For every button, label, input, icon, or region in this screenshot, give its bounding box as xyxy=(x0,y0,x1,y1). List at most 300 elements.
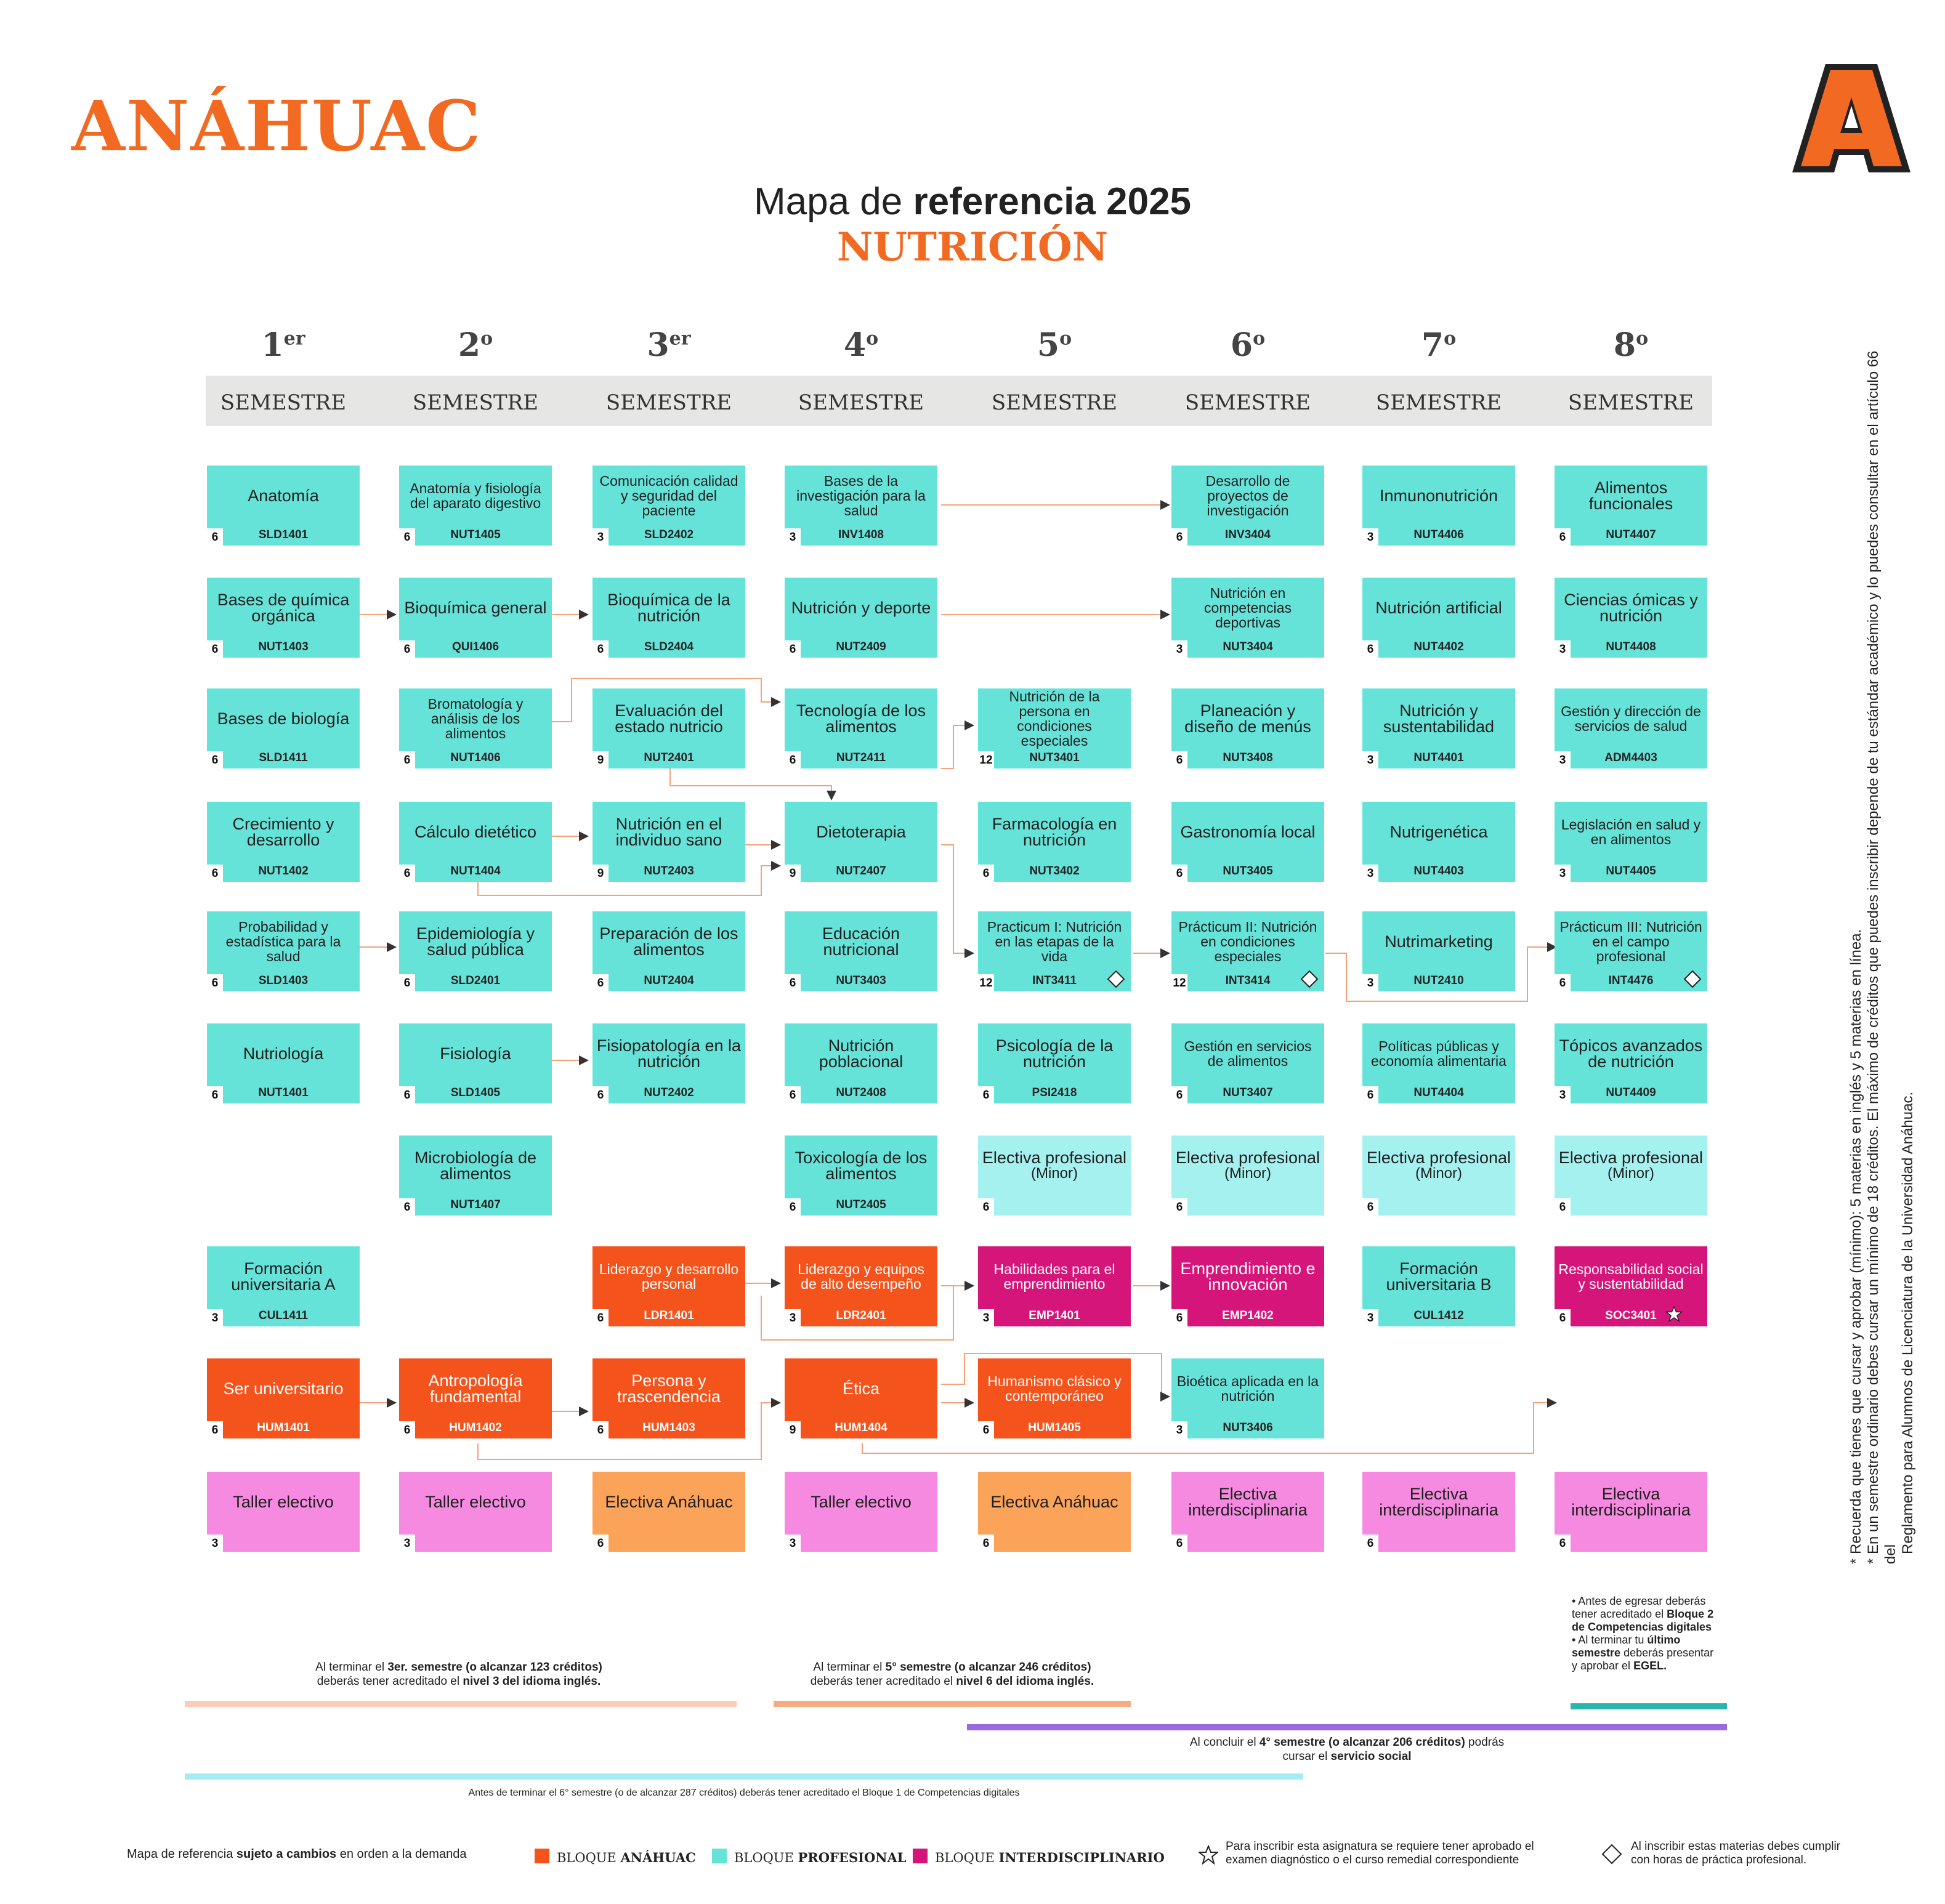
course-code: HUM1403 xyxy=(642,1421,695,1434)
course-credits: 3 xyxy=(207,1535,223,1552)
course-card[interactable] xyxy=(1555,1136,1707,1216)
course-card[interactable] xyxy=(785,1358,937,1438)
course-card[interactable] xyxy=(399,1358,552,1438)
course-card[interactable] xyxy=(1362,1136,1515,1216)
course-card[interactable] xyxy=(1171,466,1324,546)
course-credits: 6 xyxy=(978,1535,994,1552)
course-name: Anatomía xyxy=(248,486,319,505)
digital-competencies-note: Antes de terminar el 6° semestre (o de alcanzar 287 créditos) deberás tener acreditado el Bloque 1 de Competencias digitales xyxy=(468,1788,1020,1798)
course-card[interactable] xyxy=(1171,1023,1324,1103)
course-credits: 3 xyxy=(592,528,609,546)
course-credits: 3 xyxy=(785,1535,801,1552)
course-code: CUL1412 xyxy=(1413,1309,1464,1322)
course-code: PSI2418 xyxy=(1032,1086,1077,1099)
course-credits: 6 xyxy=(1555,528,1571,546)
course-name: Bases de la investigación para la salud xyxy=(796,473,926,518)
course-name: Crecimiento y desarrollo xyxy=(232,815,334,849)
course-credits: 3 xyxy=(785,528,801,546)
course-credits: 6 xyxy=(978,1086,994,1103)
course-credits: 6 xyxy=(399,751,415,768)
course-code: SOC3401 xyxy=(1605,1309,1657,1322)
course-credits: 6 xyxy=(592,1421,609,1438)
course-card[interactable] xyxy=(785,1472,937,1552)
course-credits: 6 xyxy=(785,751,801,768)
course-card[interactable] xyxy=(1555,466,1707,546)
course-card[interactable] xyxy=(207,578,360,658)
course-card[interactable] xyxy=(207,1023,360,1103)
course-name: Legislación en salud y en alimentos xyxy=(1561,817,1701,847)
course-credits: 3 xyxy=(1555,640,1571,658)
course-name: Inmunonutrición xyxy=(1379,486,1498,505)
course-name: Electiva profesional (Minor) xyxy=(1366,1148,1511,1182)
course-card[interactable] xyxy=(592,466,745,546)
course-card[interactable] xyxy=(207,1246,360,1326)
course-name: Nutrición y deporte xyxy=(791,599,931,617)
course-name: Nutrición en el individuo sano xyxy=(615,815,722,849)
course-card[interactable] xyxy=(399,911,552,991)
course-card[interactable] xyxy=(978,1246,1131,1326)
course-card[interactable] xyxy=(978,1472,1131,1552)
course-name: Electiva interdisciplinaria xyxy=(1188,1485,1308,1519)
course-name: Prácticum II: Nutrición en condiciones especiales xyxy=(1178,919,1317,964)
course-code: NUT3408 xyxy=(1223,751,1273,764)
course-code: NUT2405 xyxy=(836,1198,886,1211)
course-credits: 6 xyxy=(592,1086,609,1103)
course-code: NUT4403 xyxy=(1413,865,1464,877)
course-card[interactable] xyxy=(1362,802,1515,882)
semester-number: 2$^o$ xyxy=(458,326,493,364)
course-code: SLD1403 xyxy=(258,974,309,987)
course-card[interactable] xyxy=(592,802,745,882)
course-credits: 9 xyxy=(785,1421,801,1438)
course-code: NUT1403 xyxy=(258,640,309,653)
course-credits: 9 xyxy=(785,865,801,882)
course-credits: 3 xyxy=(1555,751,1571,768)
course-code: NUT4402 xyxy=(1413,640,1464,653)
course-credits: 6 xyxy=(1555,974,1571,991)
course-name: Gestión en servicios de alimentos xyxy=(1184,1038,1312,1069)
course-name: Nutrigenética xyxy=(1389,823,1488,841)
course-code: INT3411 xyxy=(1032,974,1077,987)
course-name: Nutriología xyxy=(243,1044,324,1063)
course-name: Bases de química orgánica xyxy=(217,591,350,625)
semester-label: SEMESTRE xyxy=(1567,390,1694,415)
course-card[interactable] xyxy=(1171,911,1324,991)
course-card[interactable] xyxy=(1555,578,1707,658)
course-credits: 6 xyxy=(207,974,223,991)
course-code: NUT1402 xyxy=(258,865,309,877)
course-name: Ciencias ómicas y nutrición xyxy=(1564,591,1698,625)
course-name: Cálculo dietético xyxy=(414,823,537,841)
course-credits: 6 xyxy=(1171,528,1187,546)
connector xyxy=(670,766,831,799)
legend-profesional-swatch xyxy=(712,1849,727,1863)
course-card[interactable] xyxy=(1362,911,1515,991)
course-name: Formación universitaria A xyxy=(231,1259,336,1294)
course-credits: 3 xyxy=(978,1309,994,1326)
diamond-icon xyxy=(1684,970,1701,988)
course-credits: 6 xyxy=(399,640,415,658)
course-card[interactable] xyxy=(399,1136,552,1216)
course-name: Tópicos avanzados de nutrición xyxy=(1559,1036,1703,1071)
course-name: Electiva profesional (Minor) xyxy=(1558,1148,1704,1182)
course-minor-tag: (Minor) xyxy=(1224,1165,1271,1182)
connector xyxy=(941,725,973,768)
course-name: Toxicología de los alimentos xyxy=(795,1148,928,1183)
course-name: Taller electivo xyxy=(811,1493,912,1511)
course-code: SLD2401 xyxy=(450,974,501,987)
course-code: NUT4407 xyxy=(1606,528,1656,541)
course-code: NUT2402 xyxy=(644,1086,694,1099)
semester-number: 8$^o$ xyxy=(1613,326,1649,364)
legend-star-text: Para inscribir esta asignatura se requiere tener aprobado el examen diagnóstico o el curso remedial correspondiente xyxy=(1226,1840,1534,1866)
course-card[interactable] xyxy=(978,1358,1131,1438)
legend-diamond-text: Al inscribir estas materias debes cumplir con horas de práctica profesional. xyxy=(1631,1840,1841,1866)
course-name: Fisiopatología en la nutrición xyxy=(596,1036,742,1071)
course-card[interactable] xyxy=(1362,1472,1515,1552)
course-name: Nutrición en competencias deportivas xyxy=(1204,585,1292,631)
course-card[interactable] xyxy=(399,578,552,658)
course-card[interactable] xyxy=(207,466,360,546)
course-code: HUM1404 xyxy=(835,1421,888,1434)
course-credits: 3 xyxy=(785,1309,801,1326)
course-credits: 6 xyxy=(978,1198,994,1216)
course-card[interactable] xyxy=(785,802,937,882)
course-name: Taller electivo xyxy=(425,1493,526,1511)
course-code: NUT4401 xyxy=(1413,751,1464,764)
legend-profesional-label: BLOQUE PROFESIONAL xyxy=(734,1850,907,1865)
english-level-6-bar xyxy=(774,1701,1131,1707)
course-card[interactable] xyxy=(785,1136,937,1216)
semester-label: SEMESTRE xyxy=(798,390,924,415)
course-name: Electiva profesional (Minor) xyxy=(1175,1148,1320,1182)
course-credits: 6 xyxy=(1362,640,1378,658)
semester-label: SEMESTRE xyxy=(1375,390,1502,415)
course-code: EMP1402 xyxy=(1222,1309,1274,1322)
course-code: NUT2407 xyxy=(836,865,886,877)
course-code: NUT2410 xyxy=(1413,974,1464,987)
course-code: NUT3404 xyxy=(1223,640,1273,653)
course-card[interactable] xyxy=(207,1358,360,1438)
course-name: Formación universitaria B xyxy=(1386,1259,1492,1294)
course-credits: 6 xyxy=(1171,751,1187,768)
star-icon xyxy=(1199,1845,1218,1865)
course-name: Liderazgo y desarrollo personal xyxy=(599,1261,739,1292)
course-card[interactable] xyxy=(785,1246,937,1326)
course-code: SLD2404 xyxy=(644,640,694,653)
course-code: SLD1405 xyxy=(450,1086,501,1099)
diamond-icon xyxy=(1301,970,1318,988)
course-card[interactable] xyxy=(1171,1358,1324,1438)
course-name: Antropología fundamental xyxy=(428,1371,523,1406)
course-name: Evaluación del estado nutricio xyxy=(615,701,723,736)
course-code: NUT2403 xyxy=(644,865,694,877)
course-credits: 6 xyxy=(399,974,415,991)
course-code: NUT4406 xyxy=(1413,528,1464,541)
diamond-icon xyxy=(1107,970,1125,988)
course-name: Nutrición poblacional xyxy=(819,1036,904,1071)
course-code: CUL1411 xyxy=(258,1309,309,1322)
course-card[interactable] xyxy=(592,688,745,768)
course-name: Gestión y dirección de servicios de salud xyxy=(1561,703,1701,734)
course-card[interactable] xyxy=(1362,1246,1515,1326)
course-code: NUT4404 xyxy=(1413,1086,1464,1099)
semester-number: 6$^o$ xyxy=(1230,326,1266,364)
course-minor-tag: (Minor) xyxy=(1415,1165,1462,1182)
course-credits: 6 xyxy=(1362,1086,1378,1103)
course-name: Políticas públicas y economía alimentaria xyxy=(1371,1038,1506,1069)
course-card[interactable] xyxy=(592,1358,745,1438)
course-name: Ser universitario xyxy=(223,1379,344,1398)
course-credits: 3 xyxy=(1362,1309,1378,1326)
course-card[interactable] xyxy=(1555,1023,1707,1103)
course-card[interactable] xyxy=(1171,802,1324,882)
course-code: NUT1406 xyxy=(450,751,501,764)
course-credits: 6 xyxy=(1171,1198,1187,1216)
course-code: NUT3406 xyxy=(1223,1421,1273,1434)
course-credits: 6 xyxy=(399,1086,415,1103)
course-name: Prácticum III: Nutrición en el campo profesional xyxy=(1559,919,1702,964)
course-minor-tag: (Minor) xyxy=(1607,1165,1654,1182)
course-card[interactable] xyxy=(1362,578,1515,658)
course-name: Electiva Anáhuac xyxy=(990,1493,1118,1511)
course-name: Tecnología de los alimentos xyxy=(796,701,926,736)
course-card[interactable] xyxy=(592,1246,745,1326)
course-name: Psicología de la nutrición xyxy=(995,1036,1114,1071)
course-code: SLD1401 xyxy=(258,528,309,541)
legend-interdisciplinario-label: BLOQUE INTERDISCIPLINARIO xyxy=(935,1850,1165,1865)
course-card[interactable] xyxy=(399,1023,552,1103)
course-code: NUT2401 xyxy=(644,751,694,764)
course-card[interactable] xyxy=(1555,1472,1707,1552)
course-name: Probabilidad y estadística para la salud xyxy=(225,919,341,964)
course-card[interactable] xyxy=(592,578,745,658)
course-name: Dietoterapia xyxy=(816,823,906,841)
social-service-bar xyxy=(967,1724,1727,1730)
course-credits: 3 xyxy=(1362,528,1378,546)
course-card[interactable] xyxy=(978,1136,1131,1216)
graduation-bar xyxy=(1571,1703,1727,1709)
connector xyxy=(941,845,973,953)
course-credits: 6 xyxy=(785,1086,801,1103)
course-card[interactable] xyxy=(1555,911,1707,991)
course-code: NUT3407 xyxy=(1223,1086,1273,1099)
semester-number: 3er xyxy=(647,326,691,364)
course-card[interactable] xyxy=(207,1472,360,1552)
course-code: NUT1405 xyxy=(450,528,501,541)
course-credits: 6 xyxy=(207,1421,223,1438)
course-credits: 6 xyxy=(978,1421,994,1438)
course-credits: 6 xyxy=(1555,1535,1571,1552)
legend-anahuac-swatch xyxy=(535,1849,549,1863)
course-credits: 3 xyxy=(1362,751,1378,768)
course-card[interactable] xyxy=(1171,1136,1324,1216)
course-card[interactable] xyxy=(592,1472,745,1552)
course-card[interactable] xyxy=(399,466,552,546)
course-code: SLD1411 xyxy=(259,751,308,764)
course-credits: 6 xyxy=(1362,1535,1378,1552)
course-code: NUT2408 xyxy=(836,1086,886,1099)
semester-number: 4$^o$ xyxy=(843,326,879,364)
course-card[interactable] xyxy=(1171,1246,1324,1326)
course-card[interactable] xyxy=(1555,1246,1707,1326)
course-card[interactable] xyxy=(978,911,1131,991)
course-code: NUT4408 xyxy=(1606,640,1656,653)
course-credits: 6 xyxy=(1362,1198,1378,1216)
course-card[interactable] xyxy=(785,911,937,991)
course-card[interactable] xyxy=(785,578,937,658)
course-name: Desarrollo de proyectos de investigación xyxy=(1205,473,1290,518)
english-level-3-note: Al terminar el 3er. semestre (o alcanzar 123 créditos) deberás tener acreditado el nivel 3 del idioma inglés. xyxy=(315,1661,602,1688)
english-level-3-bar xyxy=(185,1701,737,1707)
course-credits: 6 xyxy=(1171,1309,1187,1326)
course-name: Responsabilidad social y sustentabilidad xyxy=(1558,1261,1704,1292)
course-credits: 6 xyxy=(207,865,223,882)
course-code: HUM1402 xyxy=(449,1421,502,1434)
semester-number: 1er xyxy=(261,326,305,364)
course-name: Fisiología xyxy=(440,1044,511,1063)
course-credits: 3 xyxy=(1171,640,1187,658)
course-card[interactable] xyxy=(399,688,552,768)
course-name: Habilidades para el emprendimiento xyxy=(993,1261,1115,1292)
course-code: NUT2411 xyxy=(836,751,886,764)
course-card[interactable] xyxy=(785,1023,937,1103)
course-name: Practicum I: Nutrición en las etapas de la vida xyxy=(987,919,1122,964)
course-card[interactable] xyxy=(207,911,360,991)
diamond-icon xyxy=(1601,1844,1622,1865)
course-name: Farmacología en nutrición xyxy=(992,815,1117,849)
course-card[interactable] xyxy=(1171,578,1324,658)
course-name: Liderazgo y equipos de alto desempeño xyxy=(798,1261,924,1292)
course-name: Preparación de los alimentos xyxy=(599,924,738,959)
course-credits: 12 xyxy=(1171,974,1187,991)
course-code: NUT4409 xyxy=(1606,1086,1656,1099)
course-credits: 6 xyxy=(785,1198,801,1216)
course-card[interactable] xyxy=(978,802,1131,882)
course-code: NUT3402 xyxy=(1029,865,1080,877)
course-credits: 3 xyxy=(399,1535,415,1552)
course-credits: 6 xyxy=(399,865,415,882)
course-credits: 6 xyxy=(399,1198,415,1216)
course-credits: 6 xyxy=(1555,1309,1571,1326)
semester-label: SEMESTRE xyxy=(991,390,1118,415)
course-credits: 6 xyxy=(592,974,609,991)
course-code: NUT3401 xyxy=(1029,751,1080,764)
course-card[interactable] xyxy=(207,688,360,768)
course-card[interactable] xyxy=(978,688,1131,768)
graduation-requirements-note: • Antes de egresar deberás tener acreditado el Bloque 2 de Competencias digitales • Al terminar tu último semestre deberás presentar y aprobar el EGEL. xyxy=(1572,1595,1714,1672)
course-card[interactable] xyxy=(1171,1472,1324,1552)
course-code: QUI1406 xyxy=(451,640,499,653)
course-card[interactable] xyxy=(1171,688,1324,768)
course-name: Nutrimarketing xyxy=(1385,932,1493,951)
course-name: Anatomía y fisiología del aparato digestivo xyxy=(410,480,541,511)
course-card[interactable] xyxy=(1555,688,1707,768)
course-name: Educación nutricional xyxy=(822,924,900,959)
course-credits: 6 xyxy=(207,751,223,768)
semester-label: SEMESTRE xyxy=(412,390,539,415)
course-credits: 3 xyxy=(1171,1421,1187,1438)
course-name: Alimentos funcionales xyxy=(1588,478,1673,513)
course-credits: 9 xyxy=(592,751,609,768)
course-card[interactable] xyxy=(1362,688,1515,768)
course-card[interactable] xyxy=(592,911,745,991)
course-credits: 6 xyxy=(207,528,223,546)
course-name: Electiva profesional (Minor) xyxy=(982,1148,1127,1182)
course-credits: 6 xyxy=(978,865,994,882)
course-code: INV3404 xyxy=(1225,528,1271,541)
course-card[interactable] xyxy=(978,1023,1131,1103)
course-code: LDR2401 xyxy=(836,1309,886,1322)
course-card[interactable] xyxy=(785,688,937,768)
course-code: INV1408 xyxy=(838,528,884,541)
course-card[interactable] xyxy=(207,802,360,882)
digital-competencies-bar xyxy=(185,1773,1303,1780)
course-name: Bioquímica de la nutrición xyxy=(607,591,730,625)
course-credits: 6 xyxy=(399,528,415,546)
course-name: Electiva Anáhuac xyxy=(605,1493,733,1511)
legend-interdisciplinario-swatch xyxy=(913,1849,928,1863)
course-name: Nutrición artificial xyxy=(1375,599,1502,617)
course-name: Bioquímica general xyxy=(404,599,547,617)
course-credits: 3 xyxy=(1555,1086,1571,1103)
course-credits: 6 xyxy=(1555,1198,1571,1216)
course-code: NUT2404 xyxy=(644,974,694,987)
social-service-note: Al concluir el 4° semestre (o alcanzar 206 créditos) podrás cursar el servicio social xyxy=(1189,1736,1505,1763)
course-code: NUT3403 xyxy=(836,974,886,987)
star-icon xyxy=(1665,1305,1683,1323)
semester-number: 5$^o$ xyxy=(1037,326,1072,364)
page-title: Mapa de referencia 2025 xyxy=(753,180,1192,223)
course-name: Humanismo clásico y contemporáneo xyxy=(987,1373,1122,1404)
course-name: Epidemiología y salud pública xyxy=(416,924,535,959)
course-name: Nutrición y sustentabilidad xyxy=(1383,701,1495,736)
course-code: LDR1401 xyxy=(644,1309,694,1322)
legend-anahuac-label: BLOQUE ANÁHUAC xyxy=(557,1850,696,1865)
course-code: NUT4405 xyxy=(1606,865,1656,877)
course-credits: 6 xyxy=(592,1535,609,1552)
course-name: Taller electivo xyxy=(233,1493,334,1511)
course-credits: 12 xyxy=(978,974,994,991)
course-card[interactable] xyxy=(1362,1023,1515,1103)
semester-number: 7$^o$ xyxy=(1421,326,1457,364)
course-credits: 6 xyxy=(785,974,801,991)
course-name: Electiva interdisciplinaria xyxy=(1379,1485,1498,1519)
course-credits: 6 xyxy=(207,640,223,658)
course-code: HUM1401 xyxy=(257,1421,310,1434)
course-card[interactable] xyxy=(1362,466,1515,546)
legend-disclaimer: Mapa de referencia sujeto a cambios en orden a la demanda xyxy=(127,1847,467,1861)
course-card[interactable] xyxy=(1555,802,1707,882)
course-card[interactable] xyxy=(785,466,937,546)
side-note: * Recuerda que tienes que cursar y aprobar (mínimo): 5 materias en inglés y 5 materias en línea. * En un semestre ordinario debes cursar un mínimo de 18 créditos. El máximo de créditos que puedes inscribir depende de tu estándar académico y lo puedes consultar en el artículo 66 del Reglamento para Alumnos de Licenciatura de la Universidad Anáhuac. xyxy=(1848,350,1916,1564)
course-code: INT4476 xyxy=(1608,974,1654,987)
course-card[interactable] xyxy=(399,1472,552,1552)
course-name: Planeación y diseño de menús xyxy=(1184,701,1311,736)
brand-wordmark: ANÁHUAC xyxy=(71,86,482,167)
course-name: Bioética aplicada en la nutrición xyxy=(1176,1373,1319,1404)
course-name: Gastronomía local xyxy=(1180,823,1316,841)
course-name: Comunicación calidad y seguridad del paciente xyxy=(599,473,738,518)
course-code: NUT1407 xyxy=(450,1198,501,1211)
course-code: NUT2409 xyxy=(836,640,886,653)
course-name: Bromatología y análisis de los alimentos xyxy=(427,696,524,741)
semester-label: SEMESTRE xyxy=(220,390,347,415)
course-card[interactable] xyxy=(592,1023,745,1103)
course-credits: 6 xyxy=(592,640,609,658)
course-card[interactable] xyxy=(399,802,552,882)
course-name: Electiva interdisciplinaria xyxy=(1571,1485,1691,1519)
